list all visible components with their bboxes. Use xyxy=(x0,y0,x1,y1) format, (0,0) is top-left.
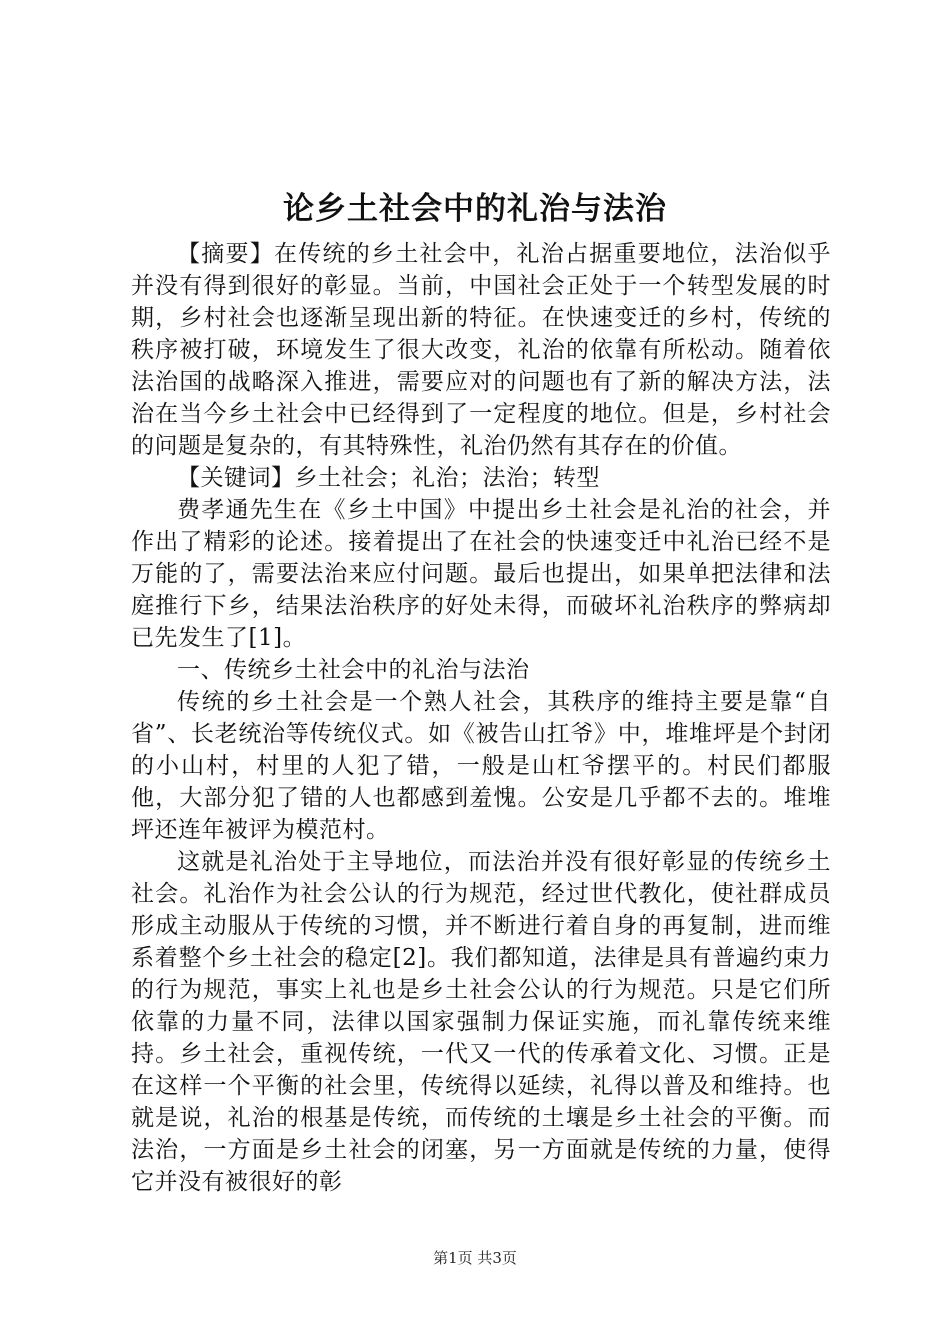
document-body xyxy=(131,238,831,1198)
page-footer: 第1页 共3页 xyxy=(433,1249,517,1267)
document-title: 论乡土社会中的礼治与法治 xyxy=(283,191,667,227)
keywords-paragraph: 【关键词】乡土社会；礼治；法治；转型 xyxy=(177,465,600,491)
intro-paragraph: 费孝通先生在《乡土中国》中提出乡土社会是礼治的社会，并作出了精彩的论述。接着提出了在社会的快速变迁中礼治已经不是万能的了，需要法治来应付问题。最后也提出，如果单把法律和法庭推行下乡，结果法治秩序的好处未得，而破坏礼治秩序的弊病却已先发生了[1]。 xyxy=(131,497,831,651)
body-paragraph: 传统的乡土社会是一个熟人社会，其秩序的维持主要是靠“自省”、长老统治等传统仪式。如《被告山扛爷》中，堆堆坪是个封闭的小山村，村里的人犯了错，一般是山杠爷摆平的。村民们都服他，大部分犯了错的人也都感到羞愧。公安是几乎都不去的。堆堆坪还连年被评为模范村。 xyxy=(131,689,831,843)
section-heading: 一、传统乡土社会中的礼治与法治 xyxy=(177,657,530,683)
abstract-paragraph: 【摘要】在传统的乡土社会中，礼治占据重要地位，法治似乎并没有得到很好的彰显。当前，中国社会正处于一个转型发展的时期，乡村社会也逐渐呈现出新的特征。在快速变迁的乡村，传统的秩序被打破，环境发生了很大改变，礼治的依靠有所松动。随着依法治国的战略深入推进，需要应对的问题也有了新的解决方法，法治在当今乡土社会中已经得到了一定程度的地位。但是，乡村社会的问题是复杂的，有其特殊性，礼治仍然有其存在的价值。 xyxy=(131,241,831,459)
body-paragraph: 这就是礼治处于主导地位，而法治并没有很好彰显的传统乡土社会。礼治作为社会公认的行为规范，经过世代教化，使社群成员形成主动服从于传统的习惯，并不断进行着自身的再复制，进而维系着整个乡土社会的稳定[2]。我们都知道，法律是具有普遍约束力的行为规范，事实上礼也是乡土社会公认的行为规范。只是它们所依靠的力量不同，法律以国家强制力保证实施，而礼靠传统来维持。乡土社会，重视传统，一代又一代的传承着文化、习惯。正是在这样一个平衡的社会里，传统得以延续，礼得以普及和维持。也就是说，礼治的根基是传统，而传统的土壤是乡土社会的平衡。而法治，一方面是乡土社会的闭塞，另一方面就是传统的力量，使得它并没有被很好的彰 xyxy=(131,849,831,1195)
